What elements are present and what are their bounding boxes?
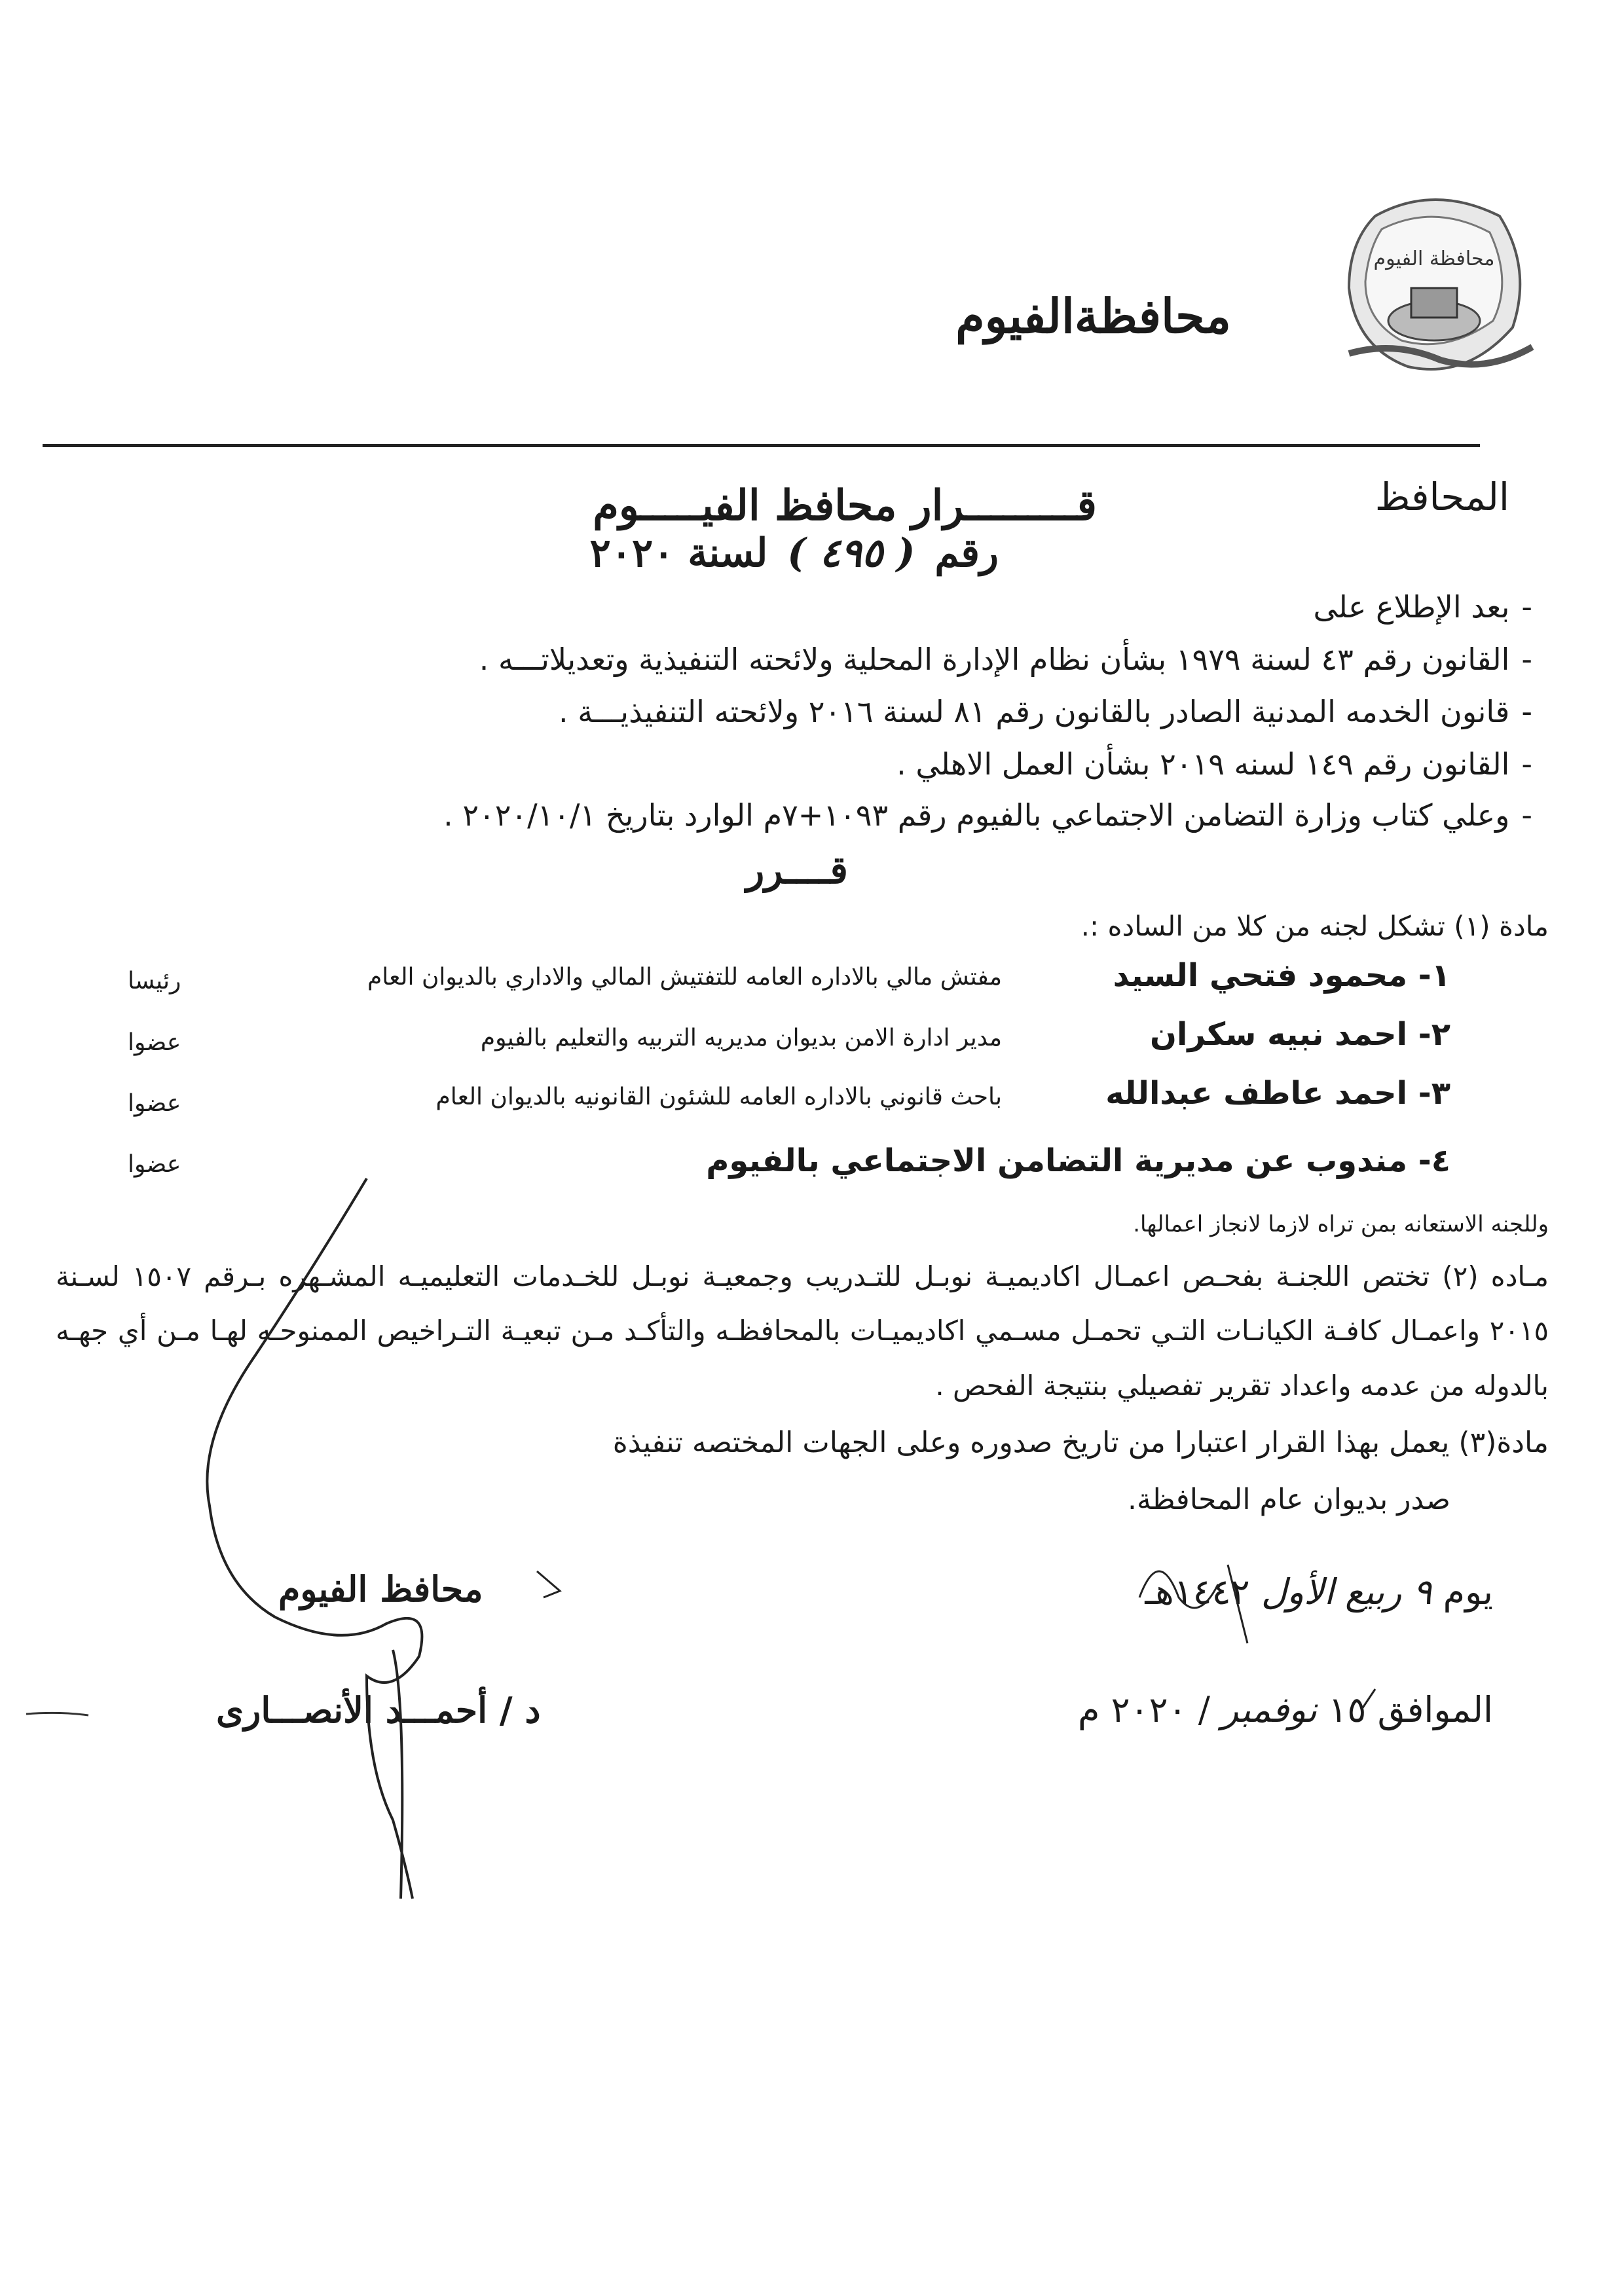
article-1-intro: مادة (١) تشكل لجنه من كلا من الساده :.: [1080, 910, 1549, 942]
gregorian-date: [1078, 1689, 1493, 1730]
member-job: باحث قانوني بالاداره العامه للشئون القانونيه بالديوان العام: [435, 1084, 1002, 1110]
article-2-line: بالدوله من عدمه واعداد تقرير تفصيلي بنتيجة الفحص .: [935, 1370, 1549, 1402]
hijri-prefix: يوم: [1443, 1571, 1493, 1613]
preamble-line: -القانون رقم ٤٣ لسنة ١٩٧٩ بشأن نظام الإدارة المحلية ولائحته التنفيذية وتعديلاتـــه .: [479, 642, 1532, 677]
member-role: عضوا: [128, 1029, 181, 1056]
member-role: عضوا: [128, 1090, 181, 1117]
number-value: ( ٤٩٥ ): [787, 530, 915, 576]
article-3: مادة(٣) يعمل بهذا القرار اعتبارا من تاريخ صدوره وعلى الجهات المختصه تنفيذة: [612, 1426, 1549, 1459]
signature-title: محافظ الفيوم: [278, 1568, 483, 1610]
article-2-line: مـاده (٢) تختص اللجنـة بفحـص اعمـال اكاديميـة نوبـل للتـدريب وجمعيـة نوبـل للخـدمات التعليميـه المشـهره بـرقم ١٥٠٧ لسـنة: [56, 1260, 1549, 1292]
preamble-line: -القانون رقم ١٤٩ لسنه ٢٠١٩ بشأن العمل الاهلي .: [896, 746, 1532, 782]
greg-prefix: الموافق: [1377, 1689, 1493, 1730]
hijri-date: [1145, 1571, 1493, 1613]
issued-at: صدر بديوان عام المحافظة.: [1127, 1483, 1450, 1516]
greg-handwritten: نوفمبر: [1221, 1689, 1318, 1730]
member-name: ١- محمود فتحي السيد: [1113, 957, 1450, 994]
preamble-line: -وعلي كتاب وزارة التضامن الاجتماعي بالفيوم رقم ١٠٩٣+٧م الوارد بتاريخ ٢٠٢٠/١٠/١ .: [443, 797, 1532, 833]
svg-text:محافظة الفيوم: محافظة الفيوم: [1373, 247, 1495, 270]
member-role: رئيسا: [128, 968, 181, 994]
preamble-line: -قانون الخدمه المدنية الصادر بالقانون رقم ٨١ لسنة ٢٠١٦ ولائحته التنفيذيـــة .: [558, 694, 1532, 729]
hijri-handwritten: ٩ ربيع الأول: [1261, 1571, 1432, 1613]
seal-emblem-icon: [1336, 190, 1539, 380]
header-divider: [43, 444, 1480, 447]
year-text: لسنة ٢٠٢٠: [589, 530, 768, 576]
greg-day: ١٥: [1328, 1689, 1367, 1730]
member-role: عضوا: [128, 1151, 181, 1178]
governor-label: المحافظ: [1375, 475, 1509, 519]
member-name: ٢- احمد نبيه سكران: [1149, 1016, 1450, 1053]
member-job: مفتش مالي بالاداره العامه للتفتيش المالي والاداري بالديوان العام: [367, 964, 1002, 991]
member-job: مدير ادارة الامن بديوان مديريه التربيه والتعليم بالفيوم: [480, 1025, 1002, 1051]
committee-help-note: وللجنه الاستعانه بمن تراه لازما لانجاز اعمالها.: [1133, 1211, 1549, 1237]
preamble-line: -بعد الإطلاع على: [1313, 589, 1532, 625]
article-2-line: ٢٠١٥ واعمـال كافـة الكيانـات التـي تحمـل مسـمي اكاديميـات بالمحافظـه والتأكـد مـن تبعيـة التـراخيص الممنوحـه لهـا مـن أي جهـه: [56, 1315, 1549, 1347]
hijri-year: ١٤٤٢هـ: [1145, 1571, 1250, 1613]
governorate-name: محافظةالفيوم: [955, 288, 1231, 344]
greg-year: / ٢٠٢٠ م: [1077, 1689, 1210, 1730]
decision-title: قـــــــــرار محافظ الفيـــــوم: [593, 481, 1097, 530]
decision-number: [590, 530, 999, 576]
signature-name: د / أحمـــد الأنصـــارى: [216, 1689, 541, 1731]
governorate-seal-logo: [1336, 190, 1539, 380]
number-prefix: رقم: [934, 530, 999, 576]
member-name: ٤- مندوب عن مديرية التضامن الاجتماعي بالفيوم: [706, 1142, 1450, 1179]
member-name: ٣- احمد عاطف عبدالله: [1105, 1075, 1450, 1112]
decree-heading: قــــرر: [746, 848, 848, 892]
